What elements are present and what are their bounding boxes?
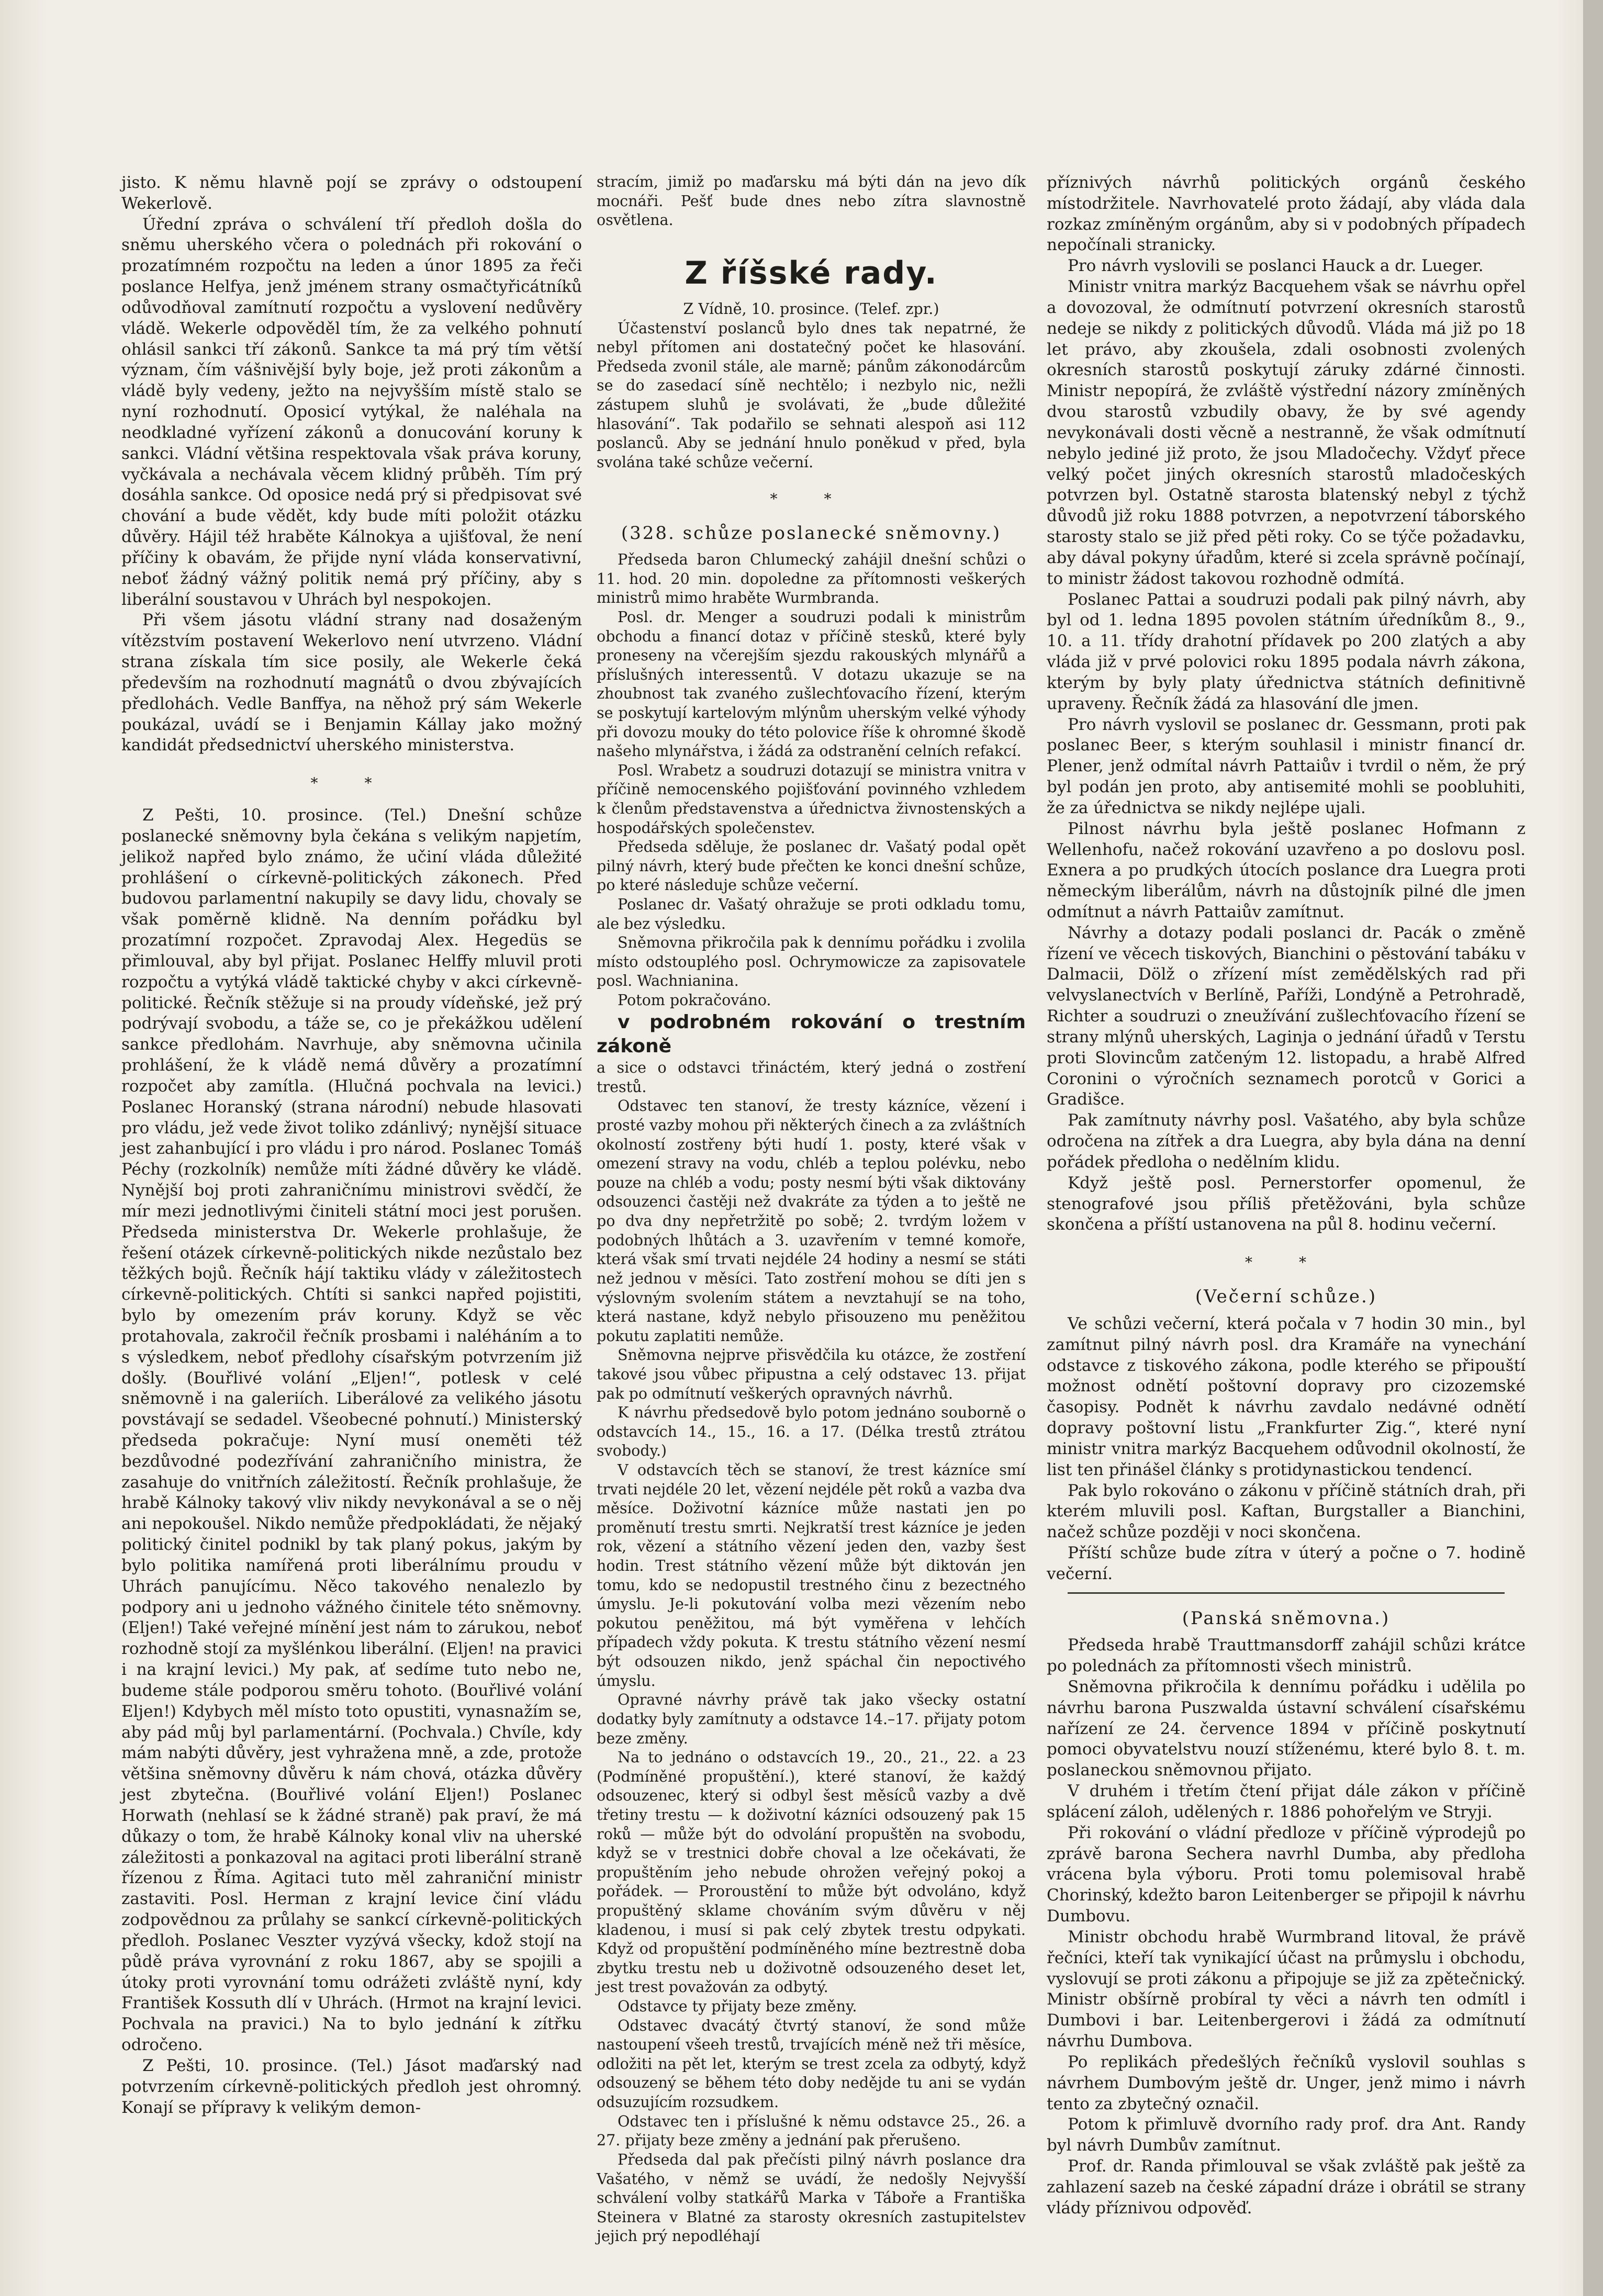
- paragraph: Úřední zpráva o schválení tří předloh došla do sněmu uherského včera o polednách při rokování o prozatímném rozpočtu na leden a únor 1895 za řeči poslance Helfya, jenž jménem strany osmačtyřicátníků odůvodňoval zamítnutí rozpočtu a vyslovení nedůvěry vládě. Wekerle odpověděl tím, že za velkého pohnutí ohlásil sankci tří zákonů. Sankce ta má prý tím větší význam, čím vášnivější byly boje, jež proti zákonům a vládě byly vedeny, ježto na nejvyšším místě stalo se nyní rozhodnutí. Oposicí vytýkal, že naléhala na neodkladné vyřízení zákonů a donucování koruny k sankci. Vládní většina respektovala však práva koruny, vyčkávala a nechávala věcem klidný průběh. Tím prý dosáhla sankce. Od oposice nedá prý si předpisovat své chování a bude vědět, kdy bude míti položit otázku důvěry. Hájil též hraběte Kálnokya a ujišťoval, že není příčiny k obavám, že přijde nyní vláda konservativní, neboť žádný vážný politik nemá prý příčiny, aby s liberální soustavou v Uhrách byl nespokojen.: [121, 215, 582, 609]
- paragraph: Pro návrh vyslovil se poslanec dr. Gessmann, proti pak poslanec Beer, s kterým souhlasil i ministr financí dr. Plener, jenž odmítal návrh Pattaiův i tvrdil o něm, že prý byl podán jen proto, aby antisemité mohli se poobluhiti, že za úřednictva se nikdy nejlépe ujali.: [1047, 715, 1526, 817]
- paragraph: Při všem jásotu vládní strany nad dosaženým vítězstvím postavení Wekerlovo není utvrzeno. Vládní strana získala tím sice posily, ale Wekerle čeká především na rozhodnutí magnátů o dvou zbývajících předlohách. Vedle Banffya, na něhož prý sám Wekerle poukázal, uvádí se i Benjamin Kállay jako možný kandidát předsednictví uherského ministerstva.: [121, 611, 582, 755]
- paragraph: Poslanec Pattai a soudruzi podali pak pilný návrh, aby byl od 1. ledna 1895 povolen státním úředníkům 8., 9., 10. a 11. třídy drahotní přídavek po 200 zlatých a aby vláda již v prvé polovici roku 1895 podala návrh zákona, kterým by byly platy úřednictva státních definitivně upraveny. Řečník žádá za hlasování dle jmen.: [1047, 590, 1526, 713]
- paragraph: Potom k přimluvě dvorního rady prof. dra Ant. Randy byl návrh Dumbův zamítnut.: [1047, 2115, 1526, 2155]
- column-1: [121, 173, 582, 2118]
- paragraph: Ministr obchodu hrabě Wurmbrand litoval, že právě řečníci, kteří tak vynikající účast na průmyslu i obchodu, vyslovují se proti zákonu a připojuje se již za zpětečnický. Ministr obšírně probíral ty věci a návrh ten odmítl i Dumbovi i bar. Leitenbergerovi i žádá za odmítnutí návrhu Dumbova.: [1047, 1927, 1526, 2051]
- paragraph: Pilnost návrhu byla ještě poslanec Hofmann z Wellenhofu, načež rokování uzavřeno a po doslovu posl. Exnera a po prudkých útocích poslance dra Luegra proti německým liberálům, návrh na důstojník pilné dle jmen odmítnut a návrh Pattaiův zamítnut.: [1047, 819, 1526, 921]
- paragraph: Odstavec ten i příslušné k němu odstavce 25., 26. a 27. přijaty beze změny a jednání pak přerušeno.: [597, 2112, 1026, 2149]
- paragraph: Pak zamítnuty návrhy posl. Vašatého, aby byla schůze odročena na zítřek a dra Luegra, aby byla dána na denní pořádek předloha o nedělním klidu.: [1047, 1111, 1526, 1172]
- paragraph: Při rokování o vládní předloze v příčině výprodejů po zprávě barona Sechera navrhl Dumba, aby předloha vrácena byla výboru. Proti tomu polemisoval hrabě Chorinský, kdežto baron Leitenberger se připojil k návrhu Dumbovu.: [1047, 1823, 1526, 1926]
- paragraph: Předseda baron Chlumecký zahájil dnešní schůzi o 11. hod. 20 min. dopoledne za přítomnosti veškerých ministrů mimo hraběte Wurmbranda.: [597, 551, 1026, 607]
- paragraph: Předseda hrabě Trauttmansdorff zahájil schůzi krátce po polednách za přítomnosti všech ministrů.: [1047, 1636, 1526, 1676]
- paragraph: Po replikách předešlých řečníků vyslovil souhlas s návrhem Dumbovým ještě dr. Unger, jenž mimo i návrh tento za zbytečný označil.: [1047, 2052, 1526, 2113]
- paragraph: Předseda dal pak přečísti pilný návrh poslance dra Vašatého, v němž se uvádí, že nedošly Nejvyšší schválení volby statkářů Marka v Táboře a Františka Steinera v Blatné za starosty okresních zastupitelstev jejich prý nepodléhají: [597, 2151, 1026, 2245]
- paragraph: V druhém i třetím čtení přijat dále zákon v příčině splácení záloh, udělených r. 1886 pohořelým ve Stryji.: [1047, 1782, 1526, 1821]
- paragraph: Opravné návrhy právě tak jako všecky ostatní dodatky byly zamítnuty a odstavce 14.–17. přijaty potom beze změny.: [597, 1691, 1026, 1747]
- section-separator: * *: [1245, 1254, 1327, 1271]
- paragraph: Na to jednáno o odstavcích 19., 20., 21., 22. a 23 (Podmíněné propuštění.), které stanoví, že každý odsouzenec, který si odbyl šest měsíců vazby a dvě třetiny trestu — k doživotní kázníci odsouzený pak 15 roků — může být do odvolání propuštěn na svobodu, když se v trestnici dobře choval a lze očekávati, že propuštěním jeho nebude ohrožen veřejný pokoj a pořádek. — Proroustění to může být odvoláno, když propuštěný sklame chováním svým důvěru v něj kladenou, i musí si pak celý zbytek trestu odpykati. Když od propuštění podmíněného míne beztrestně doba zbytku trestu neb u doživotně odsouzeného deset let, jest trest považován za odbytý.: [597, 1749, 1026, 1996]
- paragraph: Ve schůzi večerní, která počala v 7 hodin 30 min., byl zamítnut pilný návrh posl. dra Kramáře na vynechání odstavce z tiskového zákona, podle kterého se připouští možnost odnětí poštovní dopravy pro cizozemské časopisy. Podnět k návrhu zavdalo nedávné odnětí dopravy poštovní listu „Frankfurter Zig.“, které nyní ministr vnitra markýz Bacquehem odůvodnil okolností, že list ten přinášel články s protidynastickou tendencí.: [1047, 1314, 1526, 1479]
- paragraph: stracím, jimiž po maďarsku má býti dán na jevo dík mocnáři. Pešť bude dnes nebo zítra slavnostně osvětlena.: [597, 173, 1026, 229]
- paragraph: Odstavec dvacátý čtvrtý stanoví, že sond může nastoupení všeeh trestů, trvajících méně než tři měsíce, odložiti na pět let, kterým se trest zcela za odbytý, když odsouzený se během této doby nedějde tu ani se vydán odsuzujícím rozsudkem.: [597, 2017, 1026, 2111]
- bold-subheading: v podrobném rokování o trestním zákoně: [597, 1011, 1026, 1057]
- session-heading: (Večerní schůze.): [1195, 1286, 1377, 1308]
- section-separator: * *: [770, 490, 853, 508]
- paragraph: Příští schůze bude zítra v úterý a počne o 7. hodině večerní.: [1047, 1544, 1526, 1583]
- paragraph: Když ještě posl. Pernerstorfer opomenul, že stenografové jsou příliš přetěžováni, byla schůze skončena a příští ustanovena na půl 8. hodinu večerní.: [1047, 1173, 1526, 1234]
- paragraph: a sice o odstavci třináctém, který jedná o zostření trestů.: [597, 1059, 1026, 1096]
- paragraph: jisto. K němu hlavně pojí se zprávy o odstoupení Wekerlově.: [121, 173, 582, 213]
- session-heading: (Panská sněmovna.): [1182, 1607, 1391, 1629]
- paragraph: Pro návrh vyslovili se poslanci Hauck a dr. Lueger.: [1068, 256, 1484, 276]
- paragraph: Odstavce ty přijaty beze změny.: [618, 1998, 857, 2016]
- column-2: [597, 173, 1026, 2246]
- paragraph: Prof. dr. Randa přimlouval se však zvláště pak ještě za zahlazení sazeb na české západní dráze i obrátil se strany vlády příznivou odpověď.: [1047, 2157, 1526, 2218]
- paragraph: Účastenství poslanců bylo dnes tak nepatrné, že nebyl přítomen ani dostatečný počet ke hlasování. Předseda zvonil stále, ale marně; pánům zákonodárcům se do zasedací síně nechtělo; i nezbylo nic, nežli zástupem sluhů je svolávati, že „bude důležité hlasování“. Tak podařilo se sehnati alespoň asi 112 poslanců. Aby se jednání hnulo poněkud v před, byla svolána také schůze večerní.: [597, 319, 1026, 471]
- paragraph: Posl. dr. Menger a soudruzi podali k ministrům obchodu a financí dotaz v příčině stesků, které byly proneseny na včerejším sjezdu rakouských mlynářů a příslušných interessentů. V dotazu ukazuje se na zhoubnost tak zvaného zušlechťovacího řízení, kterým se poskytují kartelovým mlýnům uherským velké výhody při dovozu mouky do této polovice říše k ohromné škodě našeho mlynářstva, i žádá za odstranění celních refakcí.: [597, 608, 1026, 760]
- dateline: Z Vídně, 10. prosince. (Telef. zpr.): [683, 300, 939, 318]
- paragraph: Posl. Wrabetz a soudruzi dotazují se ministra vnitra v příčině nemocenského pojišťování povinného vzhledem k členům představenstva a úřednictva živnostenských a hospodářských společenstev.: [597, 761, 1026, 837]
- paragraph: Sněmovna nejprve přisvědčila ku otázce, že zostření takové jsou vůbec připustna a celý odstavec 13. přijat pak po odmítnutí veškerých opravných návrhů.: [597, 1346, 1026, 1402]
- paragraph: Sněmovna přikročila pak k dennímu pořádku i zvolila místo odstouplého posl. Ochrymowicze za zapisovatele posl. Wachnianina.: [597, 934, 1026, 990]
- paragraph: Předseda sděluje, že poslanec dr. Vašatý podal opět pilný návrh, který bude přečten ke konci dnešní schůze, po které následuje schůze večerní.: [597, 838, 1026, 894]
- section-separator: * *: [310, 774, 393, 792]
- paragraph: Poslanec dr. Vašatý ohražuje se proti odkladu tomu, ale bez výsledku.: [597, 896, 1026, 932]
- column-3: [1047, 173, 1526, 2219]
- paragraph: příznivých návrhů politických orgánů českého místodržitele. Navrhovatelé proto žádají, aby vláda dala rozkaz zmíněným orgánům, aby si v podobných případech nepočínali stranicky.: [1047, 173, 1526, 255]
- scan-edge: [1583, 0, 1603, 2296]
- section-heading: Z říšské rady.: [685, 254, 938, 291]
- paragraph: Ministr vnitra markýz Bacquehem však se návrhu opřel a dovozoval, že odmítnutí potvrzení okresních starostů nedeje se nikdy z politických důvodů. Vláda má již po 18 let právo, aby zkoušela, zdali osobnosti zvolených okresních starostů poskytují záruky zdárné činnosti. Ministr nepopírá, že zvláště výstřední názory zmíněných dvou starostů vzbudily obavy, že by své agendy nevykonávali dosti věcně a nestranně, že však odmítnutí nebylo jediné již proto, že jsou Mladočechy. Vždyť přece velký počet jiných okresních starostů mladočeských potvrzen byl. Ostatně starosta blatenský nebyl z týchž důvodů již roku 1888 potvrzen, a nepotvrzení táborského starosty stalo se již před pěti roky. Co se týče požadavku, aby dával pokyny úřadům, které si zcela správně počínají, to ministr žádost takovou rozhodně odmítá.: [1047, 277, 1526, 588]
- paragraph: Z Pešti, 10. prosince. (Tel.) Dnešní schůze poslanecké sněmovny byla čekána s velikým napjetím, jelikož napřed bylo známo, že učiní vláda důležité prohlášení o církevně-politických zákonech. Před budovou parlamentní nakupily se davy lidu, chovaly se však poměrně klidně. Na denním pořádku byl prozatímní rozpočet. Zpravodaj Alex. Hegedüs se přimlouval, aby byl přijat. Poslanec Helffy mluvil proti rozpočtu a vytýká vládě taktické chyby v akci církevně-politické. Řečník stěžuje si na proudy vídeňské, jež prý podrývají svobodu, a táže se, co je překážkou udělení sankce předlohám. Navrhuje, aby sněmovna učinila prohlášení, že k vládě nemá důvěry a prozatímní rozpočet aby zamítla. (Hlučná pochvala na levici.) Poslanec Horanský (strana národní) nebude hlasovati pro vládu, jež vede život toliko zdánlivý; nynější situace jest zahanbující i pro vládu i pro národ. Poslanec Tomáš Péchy (rozkolník) nemůže míti žádné důvěry ke vládě. Nynější boj proti zahraničnímu ministrovi svědčí, že mír mezi jednotlivými činiteli státní moci jest porušen. Předseda ministerstva Dr. Wekerle prohlašuje, že řešení otázek církevně-politických nikde nezůstalo bez těžkých bojů. Řečník hájí taktiku vlády v záležitostech církevně-politických. Chtíti si sankci napřed pojistiti, bylo by omezením práv koruny. Když se věc protahovala, zakročil řečník prosbami i naléháním a to s výsledkem, neboť předlohy císařským potvrzením již došly. (Bouřlivé volání „Eljen!“, potlesk v celé sněmovně i na galeriích. Liberálové za velikého jásotu povstávají se sedadel. Všeobecné pohnutí.) Ministerský předseda pokračuje: Nyní musí oneměti též bezdůvodné podezřívání zahraničního ministra, že zasahuje do vnitřních záležitostí. Řečník prohlašuje, že hrabě Kálnoky takový vliv nikdy nevykonával a se o něj ani nepokoušel. Nikdo nemůže předpokládati, že nějaký politický činitel podnikl by tak planý pokus, jakým by bylo politika namířená proti liberálnímu proudu v Uhrách panujícímu. Něco takového nenalezlo by podpory ani u jednoho vážného činitele této sněmovny. (Eljen!) Také veřejné mínění jest nám to zárukou, neboť rozhodně stojí za myšlénkou liberální. (Eljen! na pravici i na krajní levici.) My pak, ať sedíme tuto nebo ne, budeme stále podporou směru tohoto. (Bouřlivé volání Eljen!) Kdybych měl místo toto opustiti, vynasnažím se, aby pád můj byl parlamentární. (Pochvala.) Chvíle, kdy mám nabýti důvěry, jest vyhražena mně, a zde, protože většina sněmovny důvěru k nám chová, otázka důvěry jest zbytečna. (Bouřlivé volání Eljen!) Poslanec Horwath (nehlasí se k žádné straně) pak praví, že má důkazy o tom, že hrabě Kálnoky konal vliv na uherské záležitosti a ponkazoval na agitaci proti liberální straně řízenou z Říma. Agitaci tuto měl zahraniční ministr zastaviti. Posl. Herman z krajní levice činí vládu zodpovědnou za průlahy se sankcí církevně-politických předloh. Poslanec Veszter vyzývá všecky, kdož stojí na půdě práva vyrovnání z roku 1867, aby se spojili a útoky proti vyrovnání tomu odrážeti zvláště nyní, kdy František Kossuth dlí v Uhrách. (Hrmot na krajní levici. Pochvala na pravici.) Na to bylo jednání k zítřku odročeno.: [121, 806, 582, 2055]
- paragraph: Potom pokračováno.: [618, 992, 771, 1009]
- paragraph: Odstavec ten stanoví, že tresty kázníce, vězení i prosté vazby mohou při některých činech a za zvláštních okolností zostřeny býti hudí 1. posty, které však v omezení stravy na vodu, chléb a teplou polévku, nebo pouze na chléb a vodu; posty nesmí býti však diktovány odsouzenci častěji než dvakráte za týden a to ještě ne po dva dny nepřetržitě po sobě; 2. tvrdým ložem v podobných lhůtách a 3. uzavřením v temné komoře, která však smí trvati nejdéle 24 hodiny a nesmí se státi než jednou v měsíci. Tato zostření mohou se díti jen s výslovným svolením státem a nevztahují se na toho, která nastane, když nebylo přisouzeno mu peněžitou pokutu zaplatiti nemůže.: [597, 1097, 1026, 1345]
- session-heading: (328. schůze poslanecké sněmovny.): [621, 523, 1002, 544]
- divider: [1068, 1592, 1505, 1594]
- paragraph: Z Pešti, 10. prosince. (Tel.) Jásot maďarský nad potvrzením církevně-politických předloh jest ohromný. Konají se přípravy k velikým demon-: [121, 2056, 582, 2117]
- paragraph: Návrhy a dotazy podali poslanci dr. Pacák o změně řízení ve věcech tiskových, Bianchini o pěstování tabáku v Dalmacii, Dölž o zřízení míst zemědělských rad při velvyslanectvích v Berlíně, Paříži, Londýně a Petrohradě, Richter a soudruzi o zneužívání zušlechťovacího řízení se strany mlýnů uherských, Laginja o jednání úřadů v Terstu proti Slovincům zatčeným 12. listopadu, a hrabě Alfred Coronini o výročních seznamech porotců v Gorici a Gradišce.: [1047, 923, 1526, 1109]
- paragraph: Sněmovna přikročila k dennímu pořádku i udělila po návrhu barona Puszwalda ústavní schválení císařskému nařízení ze 24. července 1894 v příčině poskytnutí pomoci obyvatelstvu nouzí stíženému, které bylo 8. t. m. poslaneckou sněmovnou přijato.: [1047, 1678, 1526, 1780]
- paragraph: K návrhu předsedově bylo potom jednáno souborně o odstavcích 14., 15., 16. a 17. (Délka trestů ztrátou svobody.): [597, 1404, 1026, 1460]
- paragraph: V odstavcích těch se stanoví, že trest kázníce smí trvati nejdéle 20 let, vězení nejdéle pět roků a vazba dva měsíce. Doživotní kázníce může nastati jen po proměnutí trestu smrti. Nejkratší trest kázníce je jeden rok, vězení a státního vězení jeden den, vazby šest hodin. Trest státního vězení může být diktován jen tomu, kdo se nedopustil trestného činu z bezectného úmyslu. Je-li pokutování volba mezi vězením nebo pokutou peněžitou, má být vyměřena v lehčích případech vždy pokuta. K trestu státního vězení nesmí být odsouzen nikdo, jenž spáchal čin nepoctivého úmyslu.: [597, 1461, 1026, 1690]
- paragraph: Pak bylo rokováno o zákonu v příčině státních drah, při kterém mluvili posl. Kaftan, Burgstaller a Bianchini, načež schůze později v noci skončena.: [1047, 1481, 1526, 1542]
